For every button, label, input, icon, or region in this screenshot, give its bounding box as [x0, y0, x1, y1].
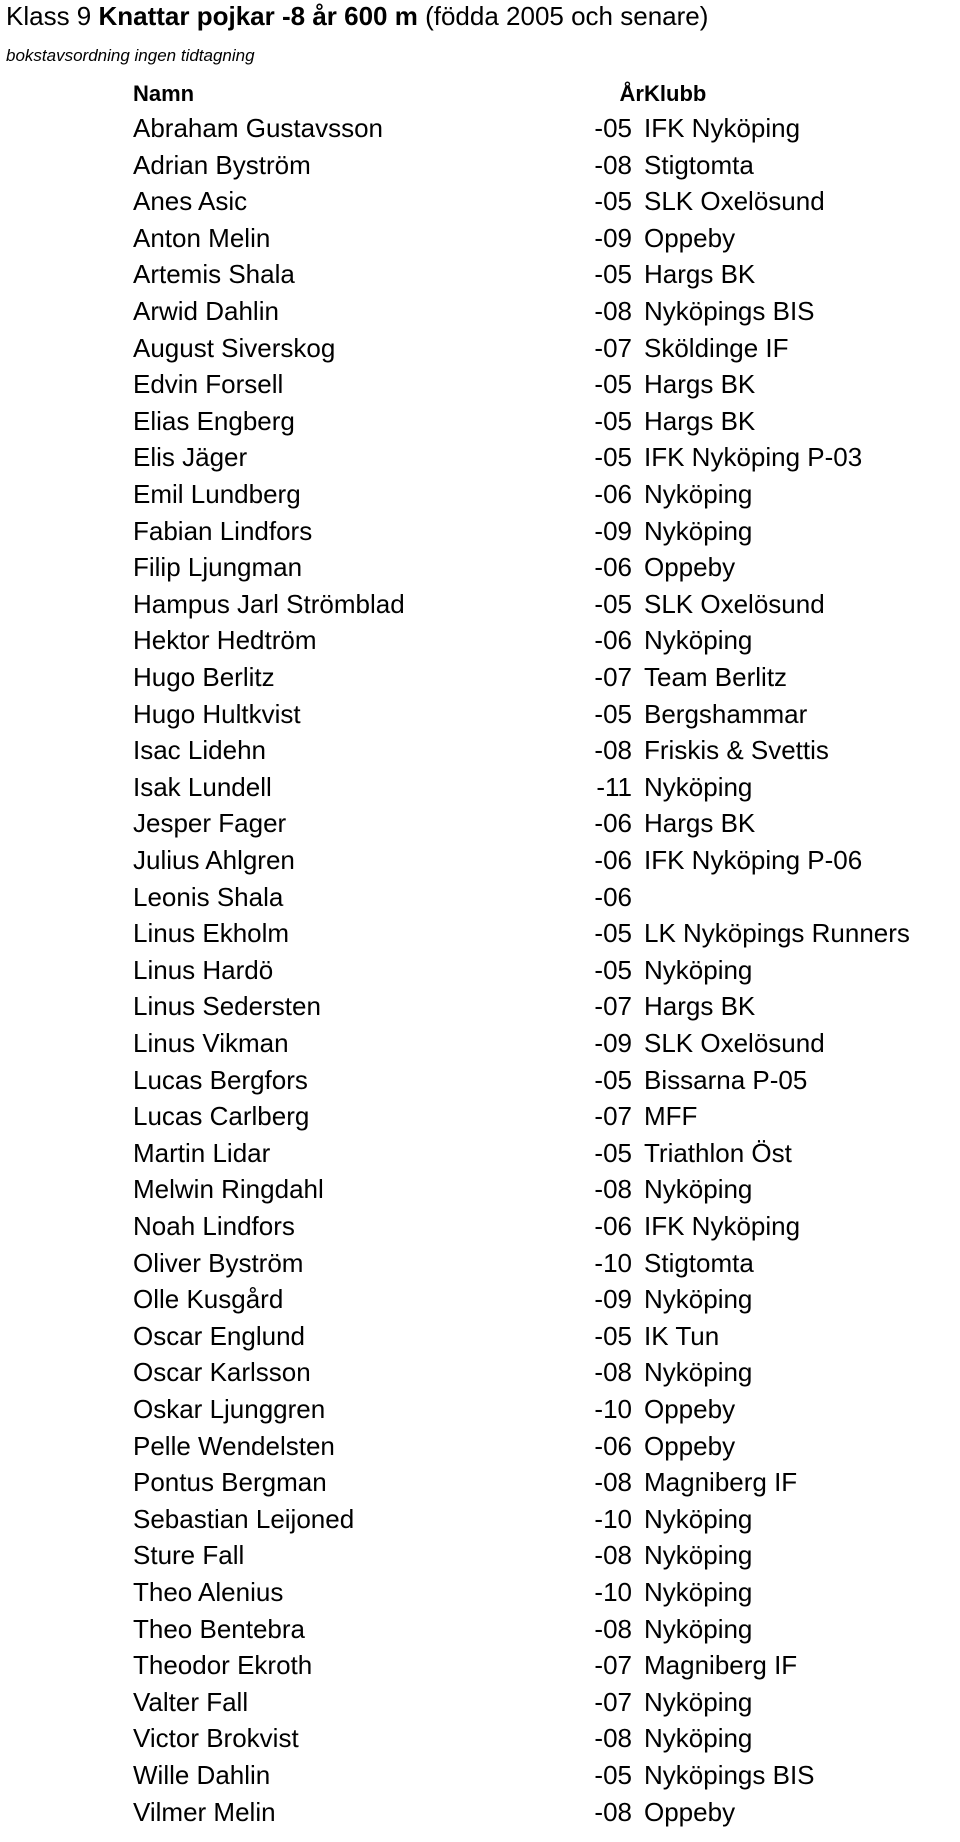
- cell-year: -06: [594, 479, 632, 509]
- cell-name: Hampus Jarl Strömblad: [133, 588, 405, 619]
- cell-name: Arwid Dahlin: [133, 296, 279, 326]
- cell-year: -07: [594, 332, 632, 363]
- cell-name: Anes Asic: [133, 186, 248, 217]
- table-row: [0, 1684, 960, 1721]
- table-row: [0, 1208, 960, 1245]
- table-row: [0, 1391, 960, 1428]
- cell-club: Team Berlitz: [644, 662, 788, 692]
- cell-club: MFF: [644, 1101, 698, 1132]
- cell-year: -07: [594, 662, 632, 692]
- table-row: [0, 403, 960, 440]
- cell-year: -07: [594, 991, 632, 1022]
- cell-year: -05: [594, 113, 632, 143]
- cell-year: -08: [594, 1174, 632, 1205]
- cell-name: Oliver Byström: [133, 1247, 304, 1278]
- cell-year: -08: [594, 296, 632, 326]
- table-row: [0, 1318, 960, 1355]
- table-row: [0, 513, 960, 550]
- cell-club: Nyköping: [644, 771, 753, 802]
- table-row: [0, 330, 960, 367]
- cell-year: -08: [594, 1467, 632, 1498]
- cell-club: Magniberg IF: [644, 1467, 798, 1498]
- cell-club: Nyköping: [644, 1723, 753, 1754]
- cell-name: Melwin Ringdahl: [133, 1174, 324, 1205]
- cell-club: Hargs BK: [644, 259, 756, 290]
- column-header-name: Namn: [133, 81, 195, 106]
- cell-year: -07: [594, 1650, 632, 1681]
- cell-name: Pontus Bergman: [133, 1467, 327, 1498]
- cell-club: Hargs BK: [644, 808, 756, 839]
- cell-club: Oppeby: [644, 1394, 736, 1424]
- table-row: [0, 769, 960, 806]
- cell-year: -05: [594, 1760, 632, 1790]
- subtitle: bokstavsordning ingen tidtagning: [6, 46, 255, 65]
- table-row: [0, 1428, 960, 1465]
- cell-name: Isak Lundell: [133, 771, 272, 802]
- cell-club: Hargs BK: [644, 405, 756, 436]
- cell-club: Oppeby: [644, 222, 736, 253]
- cell-year: -11: [596, 771, 632, 802]
- cell-year: -06: [594, 808, 632, 839]
- cell-name: Valter Fall: [133, 1686, 249, 1717]
- cell-club: Nyköping: [644, 1686, 753, 1717]
- cell-club: Nyköping: [644, 1503, 753, 1534]
- cell-name: Leonis Shala: [133, 881, 284, 912]
- cell-name: Elis Jäger: [133, 442, 248, 473]
- table-row: [0, 696, 960, 733]
- cell-year: -09: [594, 515, 632, 546]
- cell-name: Olle Kusgård: [133, 1284, 284, 1315]
- cell-year: -05: [594, 259, 632, 290]
- cell-name: Oscar Karlsson: [133, 1357, 311, 1388]
- cell-year: -08: [594, 1357, 632, 1388]
- cell-club: Nyköping: [644, 1284, 753, 1315]
- table-header: [0, 76, 960, 113]
- table-row: [0, 805, 960, 842]
- table-row: [0, 1245, 960, 1282]
- table-row: [0, 732, 960, 769]
- cell-club: Nyköping: [644, 1613, 753, 1644]
- cell-club: SLK Oxelösund: [644, 588, 825, 619]
- cell-name: August Siverskog: [133, 332, 336, 363]
- table-row: [0, 952, 960, 989]
- cell-name: Sture Fall: [133, 1540, 245, 1571]
- cell-year: -06: [594, 625, 632, 656]
- cell-name: Pelle Wendelsten: [133, 1430, 335, 1461]
- cell-name: Linus Sedersten: [133, 991, 321, 1022]
- table-row: [0, 1757, 960, 1794]
- cell-club: Friskis & Svettis: [644, 735, 829, 766]
- table-row: [0, 659, 960, 696]
- table-row: [0, 476, 960, 513]
- cell-name: Isac Lidehn: [133, 735, 266, 766]
- cell-club: Nyköping: [644, 1540, 753, 1571]
- cell-club: SLK Oxelösund: [644, 1028, 825, 1058]
- cell-name: Oscar Englund: [133, 1320, 305, 1351]
- cell-name: Hugo Hultkvist: [133, 698, 301, 729]
- cell-name: Artemis Shala: [133, 259, 295, 290]
- cell-year: -10: [594, 1247, 632, 1278]
- table-row: [0, 1794, 960, 1831]
- table-row: [0, 1611, 960, 1648]
- cell-year: -08: [594, 149, 632, 180]
- cell-year: -10: [594, 1394, 632, 1424]
- cell-club: Sköldinge IF: [644, 332, 789, 363]
- table-row: [0, 1647, 960, 1684]
- table-row: [0, 183, 960, 220]
- table-row: [0, 549, 960, 586]
- class-prefix: Klass 9: [6, 1, 99, 31]
- cell-name: Jesper Fager: [133, 808, 287, 839]
- cell-club: Bissarna P-05: [644, 1064, 808, 1095]
- table-row: [0, 147, 960, 184]
- table-row: [0, 1062, 960, 1099]
- cell-name: Edvin Forsell: [133, 369, 284, 400]
- cell-club: Hargs BK: [644, 369, 756, 400]
- table-row: [0, 220, 960, 257]
- cell-year: -09: [594, 1284, 632, 1315]
- cell-name: Hugo Berlitz: [133, 662, 275, 692]
- cell-year: -06: [594, 552, 632, 583]
- cell-year: -05: [594, 588, 632, 619]
- cell-year: -05: [594, 1320, 632, 1351]
- table-row: [0, 1464, 960, 1501]
- table-row: [0, 1574, 960, 1611]
- cell-club: IFK Nyköping P-06: [644, 845, 863, 875]
- cell-year: -08: [594, 1613, 632, 1644]
- cell-name: Filip Ljungman: [133, 552, 303, 583]
- cell-name: Martin Lidar: [133, 1137, 271, 1168]
- cell-name: Emil Lundberg: [133, 479, 301, 509]
- cell-year: -07: [594, 1101, 632, 1132]
- cell-name: Lucas Carlberg: [133, 1101, 310, 1132]
- cell-name: Linus Vikman: [133, 1028, 289, 1058]
- cell-name: Oskar Ljunggren: [133, 1394, 326, 1424]
- cell-club: Oppeby: [644, 552, 736, 583]
- cell-name: Julius Ahlgren: [133, 845, 295, 875]
- table-row: [0, 1098, 960, 1135]
- cell-name: Elias Engberg: [133, 405, 295, 436]
- table-row: [0, 842, 960, 879]
- cell-year: -05: [594, 954, 632, 985]
- cell-name: Theo Bentebra: [133, 1613, 306, 1644]
- cell-club: Nyköping: [644, 1357, 753, 1388]
- cell-year: -10: [594, 1577, 632, 1607]
- table-row: [0, 1537, 960, 1574]
- column-header-club: Klubb: [644, 81, 707, 106]
- table-row: [0, 1135, 960, 1172]
- cell-name: Anton Melin: [133, 222, 271, 253]
- cell-year: -06: [594, 1211, 632, 1241]
- cell-club: IK Tun: [644, 1320, 720, 1351]
- cell-club: Nyköping: [644, 954, 753, 985]
- cell-club: Nyköpings BIS: [644, 1760, 815, 1790]
- cell-name: Hektor Hedtröm: [133, 625, 317, 656]
- cell-club: IFK Nyköping: [644, 113, 801, 143]
- cell-name: Noah Lindfors: [133, 1211, 295, 1241]
- cell-club: IFK Nyköping: [644, 1211, 801, 1241]
- cell-name: Fabian Lindfors: [133, 515, 313, 546]
- cell-name: Adrian Byström: [133, 149, 311, 180]
- table-row: [0, 988, 960, 1025]
- cell-club: Bergshammar: [644, 698, 808, 729]
- class-name: Knattar pojkar -8 år 600 m: [98, 1, 418, 31]
- cell-club: Triathlon Öst: [644, 1137, 792, 1168]
- cell-year: -07: [594, 1686, 632, 1717]
- cell-name: Victor Brokvist: [133, 1723, 299, 1754]
- table-row: [0, 1720, 960, 1757]
- cell-name: Wille Dahlin: [133, 1760, 271, 1790]
- cell-club: Stigtomta: [644, 1247, 754, 1278]
- cell-club: Nyköping: [644, 1577, 753, 1607]
- cell-club: Oppeby: [644, 1796, 736, 1827]
- cell-year: -09: [594, 1028, 632, 1058]
- cell-name: Vilmer Melin: [133, 1796, 276, 1827]
- cell-club: Nyköping: [644, 625, 753, 656]
- table-row: [0, 110, 960, 147]
- cell-name: Lucas Bergfors: [133, 1064, 308, 1095]
- page-title: [6, 0, 708, 32]
- cell-club: Nyköpings BIS: [644, 296, 815, 326]
- cell-club: LK Nyköpings Runners: [644, 918, 910, 949]
- cell-name: Theo Alenius: [133, 1577, 284, 1607]
- cell-year: -05: [594, 1137, 632, 1168]
- cell-name: Linus Ekholm: [133, 918, 290, 949]
- cell-year: -08: [594, 1796, 632, 1827]
- cell-club: Nyköping: [644, 479, 753, 509]
- cell-club: IFK Nyköping P-03: [644, 442, 863, 473]
- table-row: [0, 1171, 960, 1208]
- cell-club: Nyköping: [644, 1174, 753, 1205]
- cell-name: Theodor Ekroth: [133, 1650, 313, 1681]
- cell-club: Magniberg IF: [644, 1650, 798, 1681]
- cell-year: -08: [594, 1723, 632, 1754]
- class-suffix: (födda 2005 och senare): [417, 1, 709, 31]
- cell-club: Oppeby: [644, 1430, 736, 1461]
- cell-year: -05: [594, 1064, 632, 1095]
- cell-year: -05: [594, 698, 632, 729]
- table-row: [0, 1025, 960, 1062]
- cell-year: -09: [594, 222, 632, 253]
- cell-year: -06: [594, 1430, 632, 1461]
- cell-name: Abraham Gustavsson: [133, 113, 384, 143]
- cell-year: -05: [594, 369, 632, 400]
- table-row: [0, 1354, 960, 1391]
- cell-year: -08: [594, 735, 632, 766]
- cell-club: Stigtomta: [644, 149, 754, 180]
- cell-year: -05: [594, 405, 632, 436]
- column-header-year: År: [619, 81, 644, 106]
- table-row: [0, 622, 960, 659]
- cell-year: -10: [594, 1503, 632, 1534]
- table-row: [0, 256, 960, 293]
- cell-year: -05: [594, 442, 632, 473]
- table-row: [0, 1281, 960, 1318]
- cell-club: SLK Oxelösund: [644, 186, 825, 217]
- cell-year: -05: [594, 918, 632, 949]
- table-row: [0, 586, 960, 623]
- cell-year: -06: [594, 881, 632, 912]
- table-row: [0, 1501, 960, 1538]
- table-row: [0, 366, 960, 403]
- cell-name: Sebastian Leijoned: [133, 1503, 355, 1534]
- cell-club: Nyköping: [644, 515, 753, 546]
- cell-year: -06: [594, 845, 632, 875]
- cell-name: Linus Hardö: [133, 954, 274, 985]
- table-row: [0, 879, 960, 916]
- table-row: [0, 293, 960, 330]
- table-row: [0, 439, 960, 476]
- cell-year: -08: [594, 1540, 632, 1571]
- cell-club: Hargs BK: [644, 991, 756, 1022]
- cell-year: -05: [594, 186, 632, 217]
- table-row: [0, 915, 960, 952]
